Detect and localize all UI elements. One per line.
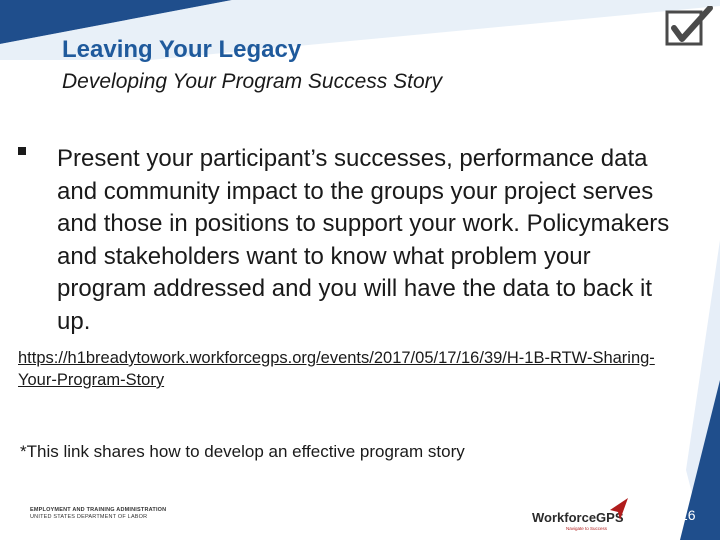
dol-eta-logo (30, 507, 166, 520)
logo-tagline: Navigate to Success (566, 526, 608, 531)
slide-subtitle: Developing Your Program Success Story (62, 70, 443, 93)
workforcegps-logo (532, 498, 632, 530)
checkbox-icon (664, 6, 714, 50)
program-story-link[interactable]: https://h1breadytowork.workforcegps.org/events/2017/05/17/16/39/H-1B-RTW-Sharing-Your-Program-Story (18, 349, 655, 389)
department-name: UNITED STATES DEPARTMENT OF LABOR (30, 514, 148, 520)
agency-name: EMPLOYMENT AND TRAINING ADMINISTRATION (30, 507, 167, 513)
square-bullet-icon (18, 147, 26, 155)
side-band (680, 0, 720, 540)
bullet-text: Present your participant’s successes, performance data and community impact to the groups your project serves and those in positions to support your work. Policymakers and stakeholders want to know what problem your program addressed and you will have the data to back it up. (57, 145, 670, 335)
link-note: *This link shares how to develop an effective program story (20, 442, 465, 461)
slide-title: Leaving Your Legacy (62, 36, 302, 63)
logo-text: WorkforceGPS (532, 510, 624, 525)
bullet-item (18, 143, 683, 338)
page-number: 16 (680, 507, 696, 523)
arrow-mark-icon (610, 498, 628, 520)
